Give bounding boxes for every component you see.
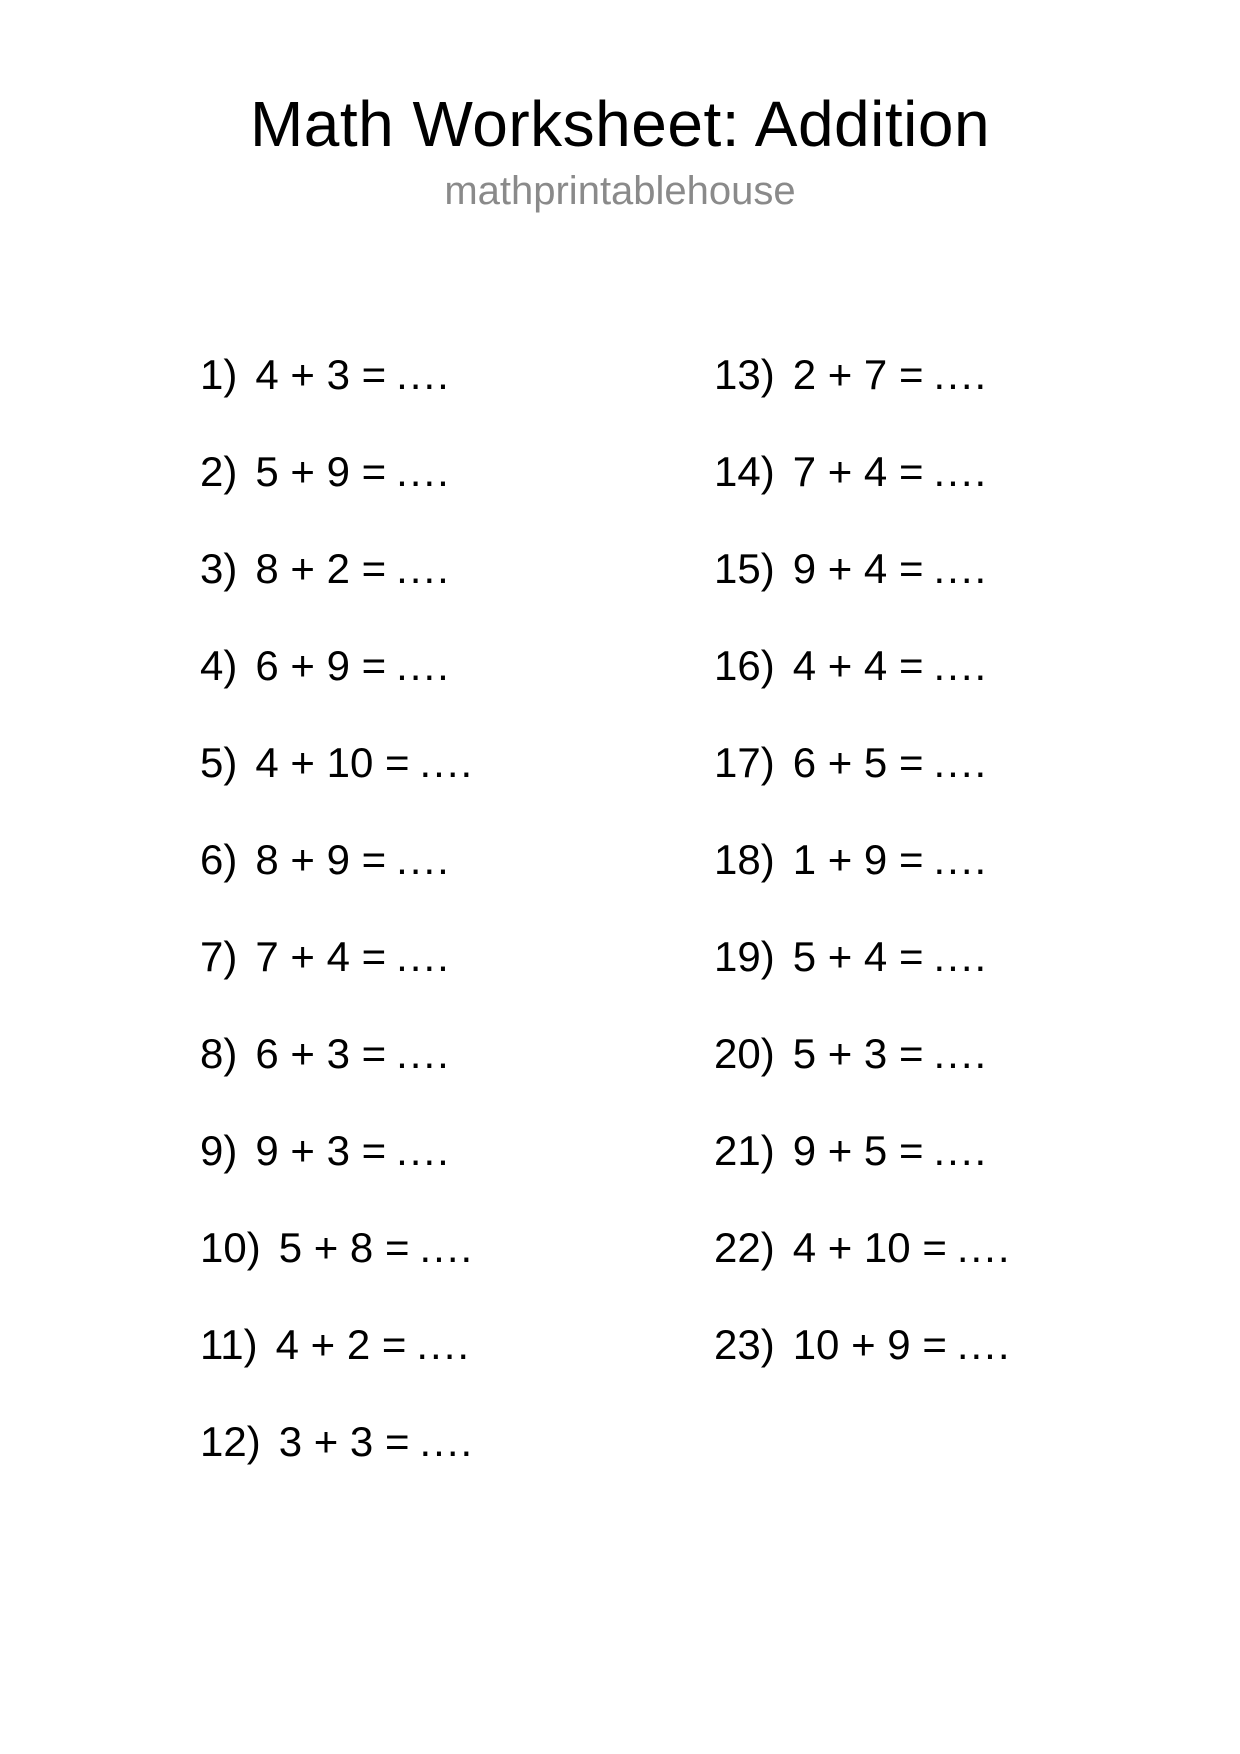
problem-row [714, 932, 1180, 1029]
answer-blank: .... [396, 1029, 451, 1077]
answer-blank: .... [956, 1320, 1012, 1368]
problem-expression: 9 + 5 = [792, 1126, 924, 1174]
problems-column-right [714, 350, 1180, 1514]
answer-blank: .... [396, 835, 451, 883]
answer-blank: .... [396, 544, 451, 592]
problem-expression: 4 + 2 = [275, 1320, 407, 1368]
problem-expression: 5 + 3 = [792, 1029, 924, 1077]
problem-row [714, 350, 1180, 447]
worksheet-title: Math Worksheet: Addition [249, 88, 991, 160]
problem-number: 10) [200, 1223, 261, 1271]
problem-expression: 8 + 9 = [255, 835, 387, 883]
problem-row [200, 1320, 714, 1417]
problem-expression: 5 + 8 = [278, 1223, 410, 1271]
problem-number: 23) [714, 1320, 775, 1368]
problem-number: 11) [200, 1320, 258, 1368]
problem-row [200, 932, 714, 1029]
problem-number: 5) [200, 738, 238, 786]
problem-number: 17) [714, 738, 775, 786]
problem-row [714, 447, 1180, 544]
problem-expression: 6 + 3 = [255, 1029, 387, 1077]
problem-row [200, 350, 714, 447]
problem-number: 9) [200, 1126, 238, 1174]
problem-row [714, 835, 1180, 932]
problem-expression: 1 + 9 = [792, 835, 924, 883]
answer-blank: .... [419, 1417, 475, 1465]
problem-expression: 8 + 2 = [255, 544, 387, 592]
problem-row [200, 835, 714, 932]
problem-expression: 5 + 9 = [255, 447, 387, 495]
problem-row [200, 738, 714, 835]
answer-blank: .... [933, 932, 989, 980]
problem-expression: 6 + 5 = [792, 738, 924, 786]
problem-number: 20) [714, 1029, 775, 1077]
problem-number: 21) [714, 1126, 775, 1174]
problem-row [714, 544, 1180, 641]
worksheet-header [0, 0, 1240, 215]
problem-number: 1) [200, 350, 238, 398]
problem-expression: 7 + 4 = [255, 932, 387, 980]
problem-expression: 2 + 7 = [792, 350, 924, 398]
worksheet-subtitle: mathprintablehouse [444, 168, 796, 213]
answer-blank: .... [396, 1126, 451, 1174]
answer-blank: .... [419, 738, 475, 786]
problem-row [714, 738, 1180, 835]
answer-blank: .... [933, 835, 989, 883]
problem-row [714, 1320, 1180, 1417]
problem-expression: 4 + 10 = [792, 1223, 947, 1271]
problem-expression: 5 + 4 = [792, 932, 924, 980]
answer-blank: .... [933, 447, 989, 495]
answer-blank: .... [956, 1223, 1012, 1271]
problem-expression: 4 + 10 = [255, 738, 410, 786]
problems-column-left [200, 350, 714, 1514]
answer-blank: .... [396, 641, 451, 689]
answer-blank: .... [933, 641, 989, 689]
answer-blank: .... [933, 1126, 989, 1174]
problem-number: 12) [200, 1417, 261, 1465]
problem-expression: 9 + 4 = [792, 544, 924, 592]
problem-row [200, 1417, 714, 1514]
problem-row [200, 1126, 714, 1223]
answer-blank: .... [933, 350, 989, 398]
problems-grid [0, 350, 1240, 1514]
problem-row [714, 641, 1180, 738]
problem-row [714, 1029, 1180, 1126]
problem-expression: 4 + 3 = [255, 350, 387, 398]
problem-number: 19) [714, 932, 775, 980]
problem-number: 7) [200, 932, 238, 980]
answer-blank: .... [396, 932, 451, 980]
problem-row [714, 1223, 1180, 1320]
problem-number: 4) [200, 641, 238, 689]
problem-expression: 10 + 9 = [792, 1320, 947, 1368]
problem-row [200, 641, 714, 738]
problem-number: 15) [714, 544, 775, 592]
problem-number: 6) [200, 835, 238, 883]
answer-blank: .... [933, 738, 989, 786]
problem-row [714, 1126, 1180, 1223]
problem-row [200, 544, 714, 641]
problem-row [200, 1029, 714, 1126]
problem-number: 3) [200, 544, 238, 592]
problem-row [200, 1223, 714, 1320]
problem-number: 18) [714, 835, 775, 883]
problem-number: 2) [200, 447, 238, 495]
problem-expression: 6 + 9 = [255, 641, 387, 689]
problem-number: 22) [714, 1223, 775, 1271]
answer-blank: .... [396, 447, 451, 495]
problem-expression: 9 + 3 = [255, 1126, 387, 1174]
problem-number: 16) [714, 641, 775, 689]
problem-expression: 4 + 4 = [792, 641, 924, 689]
answer-blank: .... [396, 350, 451, 398]
problem-row [200, 447, 714, 544]
problem-number: 8) [200, 1029, 238, 1077]
answer-blank: .... [933, 1029, 989, 1077]
problem-expression: 7 + 4 = [792, 447, 924, 495]
problem-number: 13) [714, 350, 775, 398]
answer-blank: .... [416, 1320, 472, 1368]
problem-expression: 3 + 3 = [278, 1417, 410, 1465]
answer-blank: .... [419, 1223, 475, 1271]
problem-number: 14) [714, 447, 775, 495]
answer-blank: .... [933, 544, 989, 592]
